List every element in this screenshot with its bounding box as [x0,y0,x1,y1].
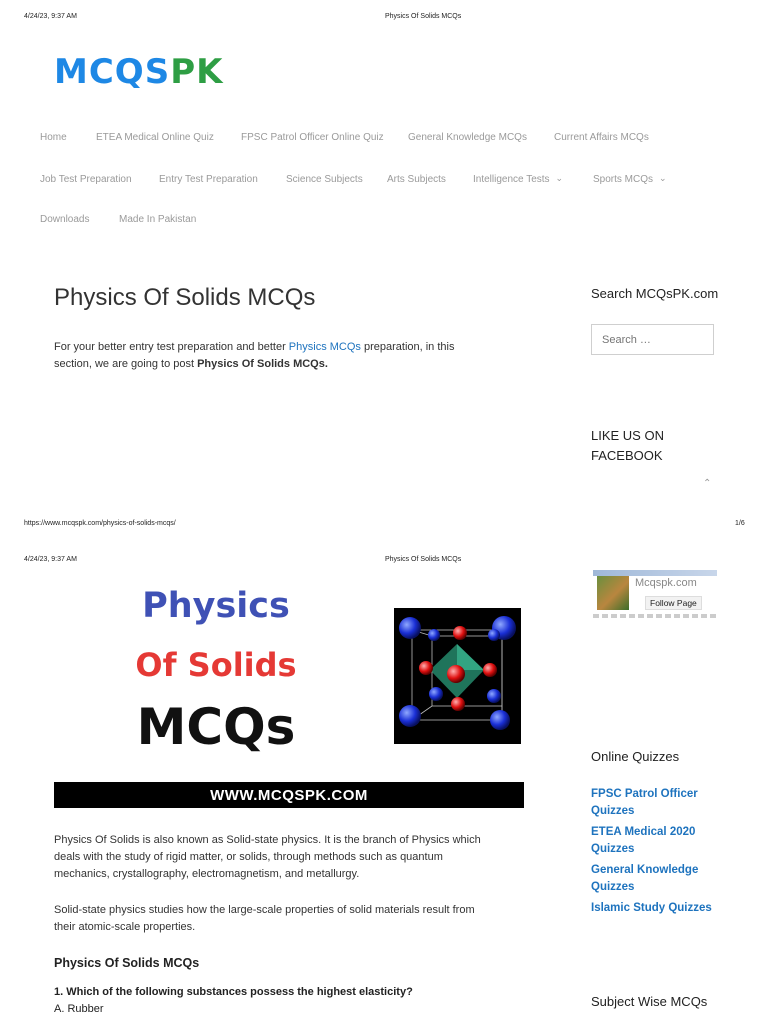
paragraph-line: Physics Of Solids is also known as Solid-state physics. It is the branch of Physics which [54,834,481,846]
physics-mcqs-link[interactable]: Physics MCQs [288,341,361,353]
featured-image [54,578,524,808]
nav-sports-mcqs-label: Sports MCQs [593,174,654,185]
fb-widget-bottom-strip [593,614,717,618]
chevron-down-icon: ⌄ [555,173,564,183]
logo-text-mcqs: MCQS [54,52,171,92]
print-page-number: 1/6 [735,520,745,527]
nav-home[interactable]: Home [40,132,67,143]
article-paragraph-2 [54,902,524,936]
fb-page-name: Mcqspk.com [635,577,697,589]
nav-sports-mcqs[interactable] [593,174,667,185]
intro-text: section, we are going to post [54,358,198,370]
image-website-banner: WWW.MCQSPK.COM [54,782,524,808]
page-title: Physics Of Solids MCQs [54,284,316,311]
nav-general-knowledge-mcqs[interactable]: General Knowledge MCQs [408,132,527,143]
facebook-title-line: LIKE US ON [591,428,664,443]
print-title: Physics Of Solids MCQs [385,13,462,20]
intro-text: For your better entry test preparation and better [54,341,289,353]
article-paragraph-1 [54,832,524,883]
image-text-mcqs: MCQs [136,698,296,756]
question-1-option-a: A. Rubber [54,1003,104,1015]
article-intro [54,339,524,373]
nav-current-affairs-mcqs[interactable]: Current Affairs MCQs [554,132,649,143]
nav-intelligence-tests[interactable] [473,174,563,185]
scroll-up-icon[interactable]: ⌃ [703,478,712,489]
print-title: Physics Of Solids MCQs [385,556,462,563]
print-datetime: 4/24/23, 9:37 AM [24,13,77,20]
logo-text-pk: PK [170,52,224,92]
quiz-link-etea-medical-2020[interactable] [591,824,731,858]
chevron-down-icon: ⌄ [659,173,667,183]
fb-follow-button[interactable]: Follow Page [645,596,702,610]
nav-etea-medical-online-quiz[interactable]: ETEA Medical Online Quiz [96,132,214,143]
print-datetime: 4/24/23, 9:37 AM [24,556,77,563]
nav-job-test-preparation[interactable]: Job Test Preparation [40,174,132,185]
paragraph-line: their atomic-scale properties. [54,921,196,933]
nav-science-subjects[interactable]: Science Subjects [286,174,363,185]
section-heading: Physics Of Solids MCQs [54,956,200,970]
nav-intelligence-tests-label: Intelligence Tests [473,174,550,185]
nav-downloads[interactable]: Downloads [40,214,90,225]
paragraph-line: deals with the study of rigid matter, or solids, through methods such as quantum [54,851,443,863]
subject-wise-mcqs-title: Subject Wise MCQs [591,994,708,1009]
nav-made-in-pakistan[interactable]: Made In Pakistan [119,214,197,225]
quiz-link-label: Islamic Study Quizzes [591,902,712,914]
intro-text: preparation, in this [360,341,455,353]
nav-arts-subjects[interactable]: Arts Subjects [387,174,446,185]
facebook-title-line: FACEBOOK [591,448,663,463]
fb-page-avatar [597,576,629,610]
image-text-of-solids: Of Solids [135,646,297,684]
quiz-links-list [591,786,731,917]
online-quizzes-title: Online Quizzes [591,749,680,764]
quiz-link-label: General Knowledge [591,864,699,876]
quiz-link-islamic-study[interactable] [591,900,731,917]
paragraph-line: mechanics, crystallography, electromagnetism, and metallurgy. [54,868,360,880]
quiz-link-label: ETEA Medical 2020 [591,826,696,838]
quiz-link-fpsc-patrol-officer[interactable] [591,786,731,820]
search-input[interactable] [591,324,714,355]
intro-bold-text: Physics Of Solids MCQs. [197,358,328,370]
quiz-link-label: FPSC Patrol Officer [591,788,698,800]
facebook-widget-title [591,426,664,466]
nav-fpsc-patrol-officer-quiz[interactable]: FPSC Patrol Officer Online Quiz [241,132,384,143]
crystal-lattice-icon [394,608,521,744]
quiz-link-general-knowledge[interactable] [591,862,731,896]
site-logo[interactable] [54,52,223,92]
crystal-lattice-image [394,608,521,744]
quiz-link-label: Quizzes [591,881,635,893]
quiz-link-label: Quizzes [591,805,635,817]
facebook-page-widget[interactable] [593,570,717,618]
image-text-physics: Physics [142,586,290,626]
paragraph-line: Solid-state physics studies how the large-scale properties of solid materials result from [54,904,475,916]
quiz-link-label: Quizzes [591,843,635,855]
nav-entry-test-preparation[interactable]: Entry Test Preparation [159,174,258,185]
question-1: 1. Which of the following substances possess the highest elasticity? [54,986,413,998]
print-url: https://www.mcqspk.com/physics-of-solids-mcqs/ [24,520,176,527]
search-widget-title: Search MCQsPK.com [591,286,719,301]
